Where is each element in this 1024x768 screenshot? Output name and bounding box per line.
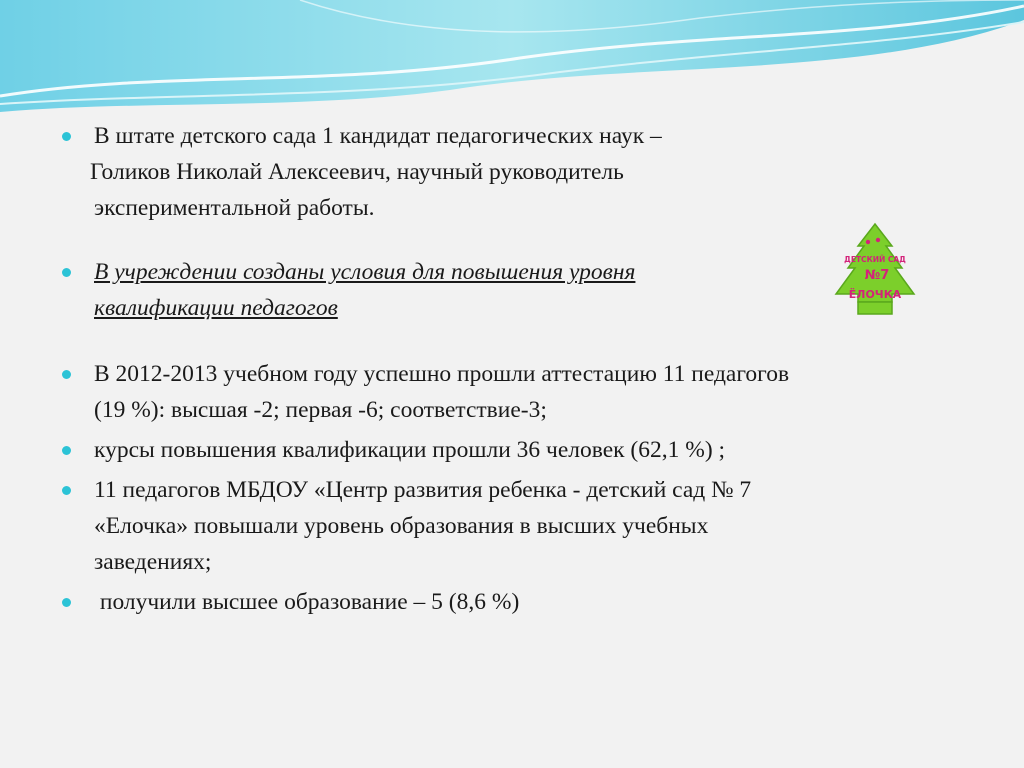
logo-name: ЁЛОЧКА	[848, 288, 902, 301]
bullet-text-line: «Елочка» повышали уровень образования в высших учебных	[94, 513, 709, 539]
continuation-text-line: Голиков Николай Алексеевич, научный руководитель	[90, 159, 624, 185]
bullet-text-line: (19 %): высшая -2; первая -6; соответствие-3;	[94, 397, 547, 423]
bullet-icon	[62, 132, 71, 141]
bullet-text-line: получили высшее образование – 5 (8,6 %)	[94, 589, 520, 615]
bullet-text-line: В 2012-2013 учебном году успешно прошли аттестацию 11 педагогов	[94, 361, 790, 387]
continuation-item-supervisor	[60, 154, 970, 226]
bullet-item-courses	[60, 432, 970, 468]
bullet-item-education	[60, 472, 970, 580]
bullet-text-line: В учреждении созданы условия для повышения уровня	[94, 259, 636, 285]
bullet-item-higher-education	[60, 584, 970, 620]
slide-content	[60, 118, 970, 620]
bullet-item-staff	[60, 118, 970, 154]
bullet-text-line: курсы повышения квалификации прошли 36 человек (62,1 %) ;	[94, 437, 726, 463]
bullet-item-attestation	[60, 356, 970, 428]
logo-top-text: ДЕТСКИЙ САД	[844, 255, 906, 264]
bullet-icon	[62, 370, 71, 379]
logo-number: №7	[864, 268, 890, 283]
bullet-icon	[62, 268, 71, 277]
bullet-icon	[62, 486, 71, 495]
decoration-ornament	[876, 238, 880, 242]
kindergarten-logo	[832, 222, 918, 322]
bullet-text-line: квалификации педагогов	[94, 295, 338, 321]
header-wave-decoration	[0, 0, 1024, 130]
continuation-text-line: экспериментальной работы.	[94, 195, 375, 221]
bullet-icon	[62, 446, 71, 455]
bullet-text-line: В штате детского сада 1 кандидат педагогических наук –	[94, 123, 662, 149]
bullet-text-line: заведениях;	[94, 549, 212, 575]
bullet-text-line: 11 педагогов МБДОУ «Центр развития ребенка - детский сад № 7	[94, 477, 752, 503]
decoration-ornament	[866, 240, 870, 244]
bullet-icon	[62, 598, 71, 607]
